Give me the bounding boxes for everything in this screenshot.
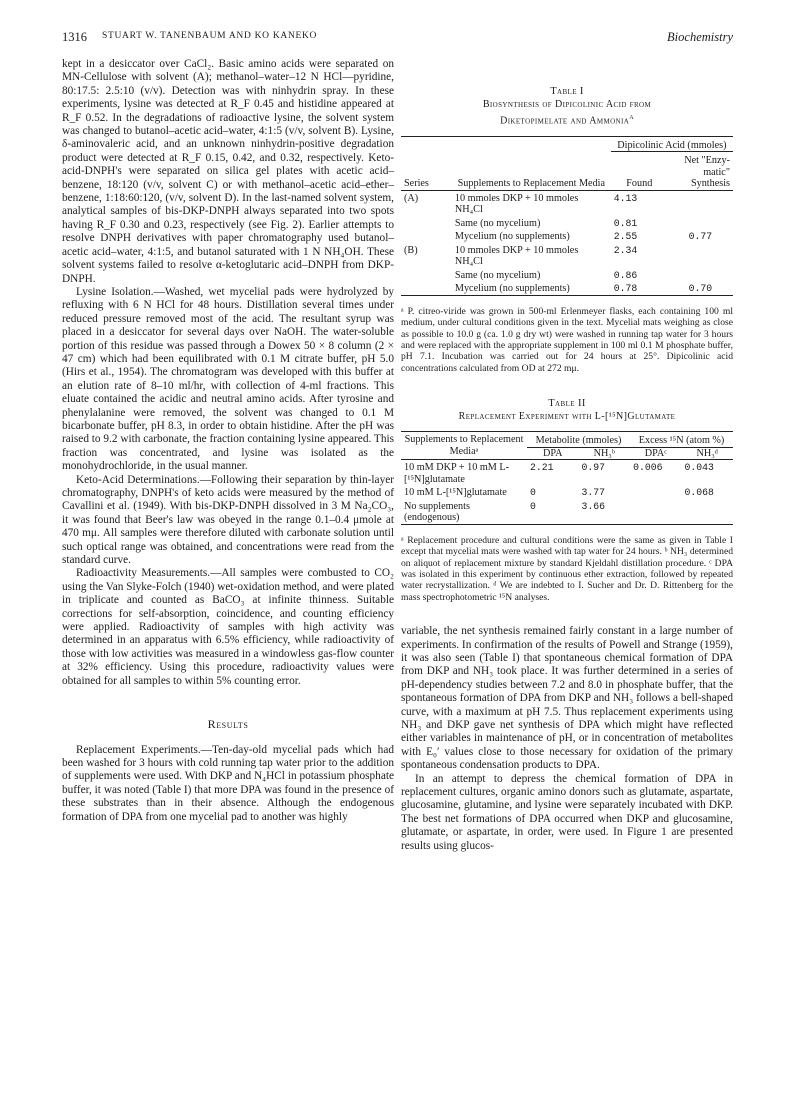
body-paragraph: variable, the net synthesis remained fairly constant in a large number of experiments. In confirmation of the results of Powell and Strange (1959), it was also seen (Table I) that spontaneous chemical formation of DPA from DKP and NH₃ took place. It was further determined in a series of pH-dependency studies between 7.2 and 8.0 in phosphate buffer, that the spontaneous formation of DPA from DKP and NH₃ follows a bell-shaped curve, with a maximum at pH 7.5. Thus replacement experiments using NH₃ and DKP gave net synthesis of DPA which might have reflected either variables in maintenance of pH, or in concentration of metabolites with E₀′ values close to those necessary for oxidation of the primary spontaneous condensation products to DPA.: [401, 625, 733, 772]
section-heading-results: Results: [207, 717, 249, 732]
table1-cell-supplements: 10 mmoles DKP + 10 mmoles NH₄Cl: [454, 244, 579, 268]
journal-name: Biochemistry: [667, 30, 733, 44]
table1-cell-net: [668, 216, 733, 230]
table2-cell-supplements: No supplements (endogenous): [404, 500, 470, 524]
table2-cell-nh3-excess: [682, 499, 733, 525]
table1-cell-supplements: Same (no mycelium): [454, 217, 541, 229]
body-paragraph: Replacement Experiments.—Ten-day-old mycelial pads which had been washed for 3 hours with cold running tap water prior to the addition of supplements were used. With DKP and N₄HCl in potassium phosphate buffer, it was noted (Table I) that more DPA was found in the presence of these substrates than in their absence. Although the endogenous formation of DPA from one mycelial pad to another was highly: [62, 743, 394, 823]
table1-label: Table I: [550, 86, 584, 97]
table1-row: [401, 281, 733, 295]
table1-title-line2: Diketopimelate and Ammonia: [500, 115, 630, 127]
table2-cell-dpa-excess: 0.006: [633, 462, 663, 474]
table2-sub-nh3: NH₃ᵇ: [593, 447, 616, 459]
right-column: [401, 58, 733, 853]
table1-row: [401, 268, 733, 282]
body-paragraph: Keto-Acid Determinations.—Following their separation by thin-layer chromatography, DNPH's of keto acids were measured by the method of Cavallini et al. (1949). With bis-DKP-DNPH dissolved in 3 M Na₂CO₃, it was found that Beer's law was obeyed in the range 0.1–0.4 μmole at 470 mμ. All samples were therefore diluted with carbonate solution until such optical range was obtained, and concentrations were read from the standard curve.: [62, 473, 394, 567]
table2-cell-nh3-excess: 0.043: [684, 462, 714, 474]
table2-col-supplements: Supplements to Replacement Mediaᵃ: [401, 432, 527, 460]
table2-row: [401, 460, 733, 486]
body-paragraph: Lysine Isolation.—Washed, wet mycelial pads were hydrolyzed by refluxing with 6 N HCl for 48 hours. Distillation several times under reduced pressure removed most of the acid. The resultant syrup was placed in a desiccator for several days over NaOH. The water-soluble portion of this residue was passed through a Dowex 50 × 8 column (2 × 47 cm) which had been equilibrated with 0.1 M citrate buffer, pH 5.0 (Hirs et al., 1954). The chromatogram was developed with this buffer at an elution rate of 8–10 ml/hr, with collection of 4-ml fractions. This eluate contained the acidic and neutral amino acids. After tyrosine and phenylalanine were removed, the solvent was changed to 0.1 M bicarbonate buffer, pH 8.3, in order to obtain histidine. After the pH was raised to 9.2 with carbonate, the fraction containing lysine appeared. This fraction was concentrated, and lysine was isolated as the monohydrochloride, in the usual manner.: [62, 285, 395, 473]
table1-cell-supplements: 10 mmoles DKP + 10 mmoles NH₄Cl: [454, 192, 579, 216]
table1-cell-supplements: Mycelium (no supplements): [454, 231, 570, 243]
table2-cell-dpa-excess: [630, 485, 681, 499]
table2-sub-dpa: DPA: [543, 447, 563, 459]
table1-title-line1: Biosynthesis of Dipicolinic Acid from: [482, 98, 652, 110]
table2-title: Replacement Experiment with L-[¹⁵N]Glutamate: [458, 410, 676, 422]
table2-label: Table II: [548, 398, 586, 410]
table1-cell-net: [668, 268, 733, 282]
table2-cell-supplements: 10 mM L-[¹⁵N]glutamate: [404, 487, 507, 499]
table2-cell-dpa: 0: [530, 487, 536, 499]
table2-row: [401, 499, 733, 525]
running-header: [62, 30, 733, 48]
table1-cell-supplements: Same (no mycelium): [454, 269, 541, 281]
table2-sub-nh3-excess: NH₃ᵈ: [696, 447, 718, 459]
table2-cell-dpa: 0: [530, 500, 536, 512]
table1-title-footnote-mark: a: [629, 112, 634, 121]
table1-row: [401, 229, 733, 243]
table2: [401, 431, 733, 525]
table1-cell-found: 2.34: [613, 244, 638, 256]
table2-group-metabolite: Metabolite (mmoles): [527, 432, 630, 448]
table2-cell-nh3: 0.97: [581, 462, 606, 474]
table2-cell-nh3-excess: 0.068: [684, 487, 714, 499]
table1-cell-supplements: Mycelium (no supplements): [454, 283, 570, 295]
table2-cell-nh3: 3.77: [581, 487, 606, 499]
table1-cell-found: 0.86: [613, 269, 638, 281]
page-number: 1316: [62, 30, 87, 44]
table2-group-excess: Excess ¹⁵N (atom %): [630, 432, 733, 448]
table2-cell-nh3: 3.66: [581, 500, 606, 512]
table2-sub-dpa-excess: DPAᶜ: [644, 447, 667, 459]
table1-group-header: Dipicolinic Acid (mmoles): [611, 136, 733, 152]
table1-cell-series: [401, 216, 452, 230]
table1-cell-series: [401, 268, 452, 282]
table1-cell-net: [668, 190, 733, 216]
table1-cell-net: 0.70: [688, 283, 713, 295]
table1-title: [401, 99, 733, 128]
table1-footnote: ᵃ P. citreo-viride was grown in 500-ml Erlenmeyer flasks, each containing 100 ml medium, under cultural conditions given in the text. Mycelial mats weighing as close as possible to 10.0 g (ca. 1.0 g dry wt) were washed in running tap water for 3 hours and were replaced with the appropriate supplement in 100 ml 0.1 M phosphate buffer, pH 7.1. Incubation was carried out for 24 hours at 25°. Dipicolinic acid concentrations calculated from OD at 272 mμ.: [401, 305, 733, 374]
table2-footnote: ᵃ Replacement procedure and cultural conditions were the same as given in Table I except that mycelial mats were washed with tap water for 24 hours. ᵇ NH₃ determined on aliquot of replacement mixture by standard Kjeldahl distillation procedure. ᶜ DPA was isolated in this experiment by continuous ether extraction, followed by repeated water recrystallization. ᵈ We are indebted to I. Sucher and Dr. D. Rittenberg for the mass spectrophotometric ¹⁵N analyses.: [401, 534, 733, 603]
table1: [401, 136, 733, 296]
body-paragraph: kept in a desiccator over CaCl₂. Basic amino acids were separated on MN-Cellulose with solvent (A); methanol–water–12 N HCl—pyridine, 80:17.5: 2.5:10 (v/v). Detection was with ninhydrin spray. In these experiments, lysine was detected at R_F 0.45 and histidine appeared at R_F 0.52. In the degradations of radioactive lysine, the solvent system was changed to butanol–acetic acid–water, 4:1:5 (v/v, solvent B). Lysine, δ-aminovaleric acid, and an unknown ninhydrin-positive degradation product were detected at R_F 0.15, 0.42, and 0.32, respectively. Keto-acid-DNPH's were separated on silica gel plates with acetic acid–benzene, 18:120 (v/v, solvent C) or with methanol–acetic acid–ether–benzene, 1:18:60:120, (v/v, solvent D). In the last-named solvent system, analytical samples of bis-DKP-DNPH always separated into two spots having R_F 0.30 and 0.23, respectively (see Fig. 2). Earlier attempts to resolve DNPH derivatives with paper chromatography used butanol–acetic acid–water, 4:1:5, and butanol saturated with 1 N NH₄OH. These solvent systems failed to resolve α-ketoglutaric acid–DNPH from DKP-DNPH.: [62, 58, 394, 285]
body-paragraph: In an attempt to depress the chemical formation of DPA in replacement cultures, organic amino donors such as glutamate, aspartate, glucosamine, glutamine, and lysine were separately incubated with DKP. The best net formations of DPA occurred when DKP and glucosamine, glutamate, or aspartate, in order, were used. In Figure 1 are presented results using glucos-: [401, 772, 733, 852]
running-authors: STUART W. TANENBAUM AND KO KANEKO: [102, 31, 318, 41]
table1-row: [401, 190, 733, 216]
body-paragraph: Radioactivity Measurements.—All samples were combusted to CO₂ using the Van Slyke-Folch (1940) wet-oxidation method, and were plated in triplicate and counted as BaCO₃ at infinite thinness. Suitable corrections for self-absorption, coincidence, and counting efficiency were applied. Radioactivity of samples with high activity was determined in an apparatus with 6.5% efficiency, while radioactivity of those with low activities was measured in a windowless gas-flow counter at 32% efficiency. Using this procedure, radioactivity values were obtained for all samples to within 5% counting error.: [62, 567, 394, 687]
table1-cell-found: 0.81: [613, 217, 638, 229]
table1-col-supplements: Supplements to Replacement Media: [457, 178, 606, 190]
table1-cell-series: [401, 281, 452, 295]
table2-cell-dpa-excess: [630, 499, 681, 525]
table1-col-net: Net "Enzy- matic" Synthesis: [684, 155, 730, 190]
table1-cell-series: (B): [404, 244, 418, 256]
table1-cell-series: (A): [404, 192, 419, 204]
table1-col-found: Found: [626, 178, 653, 190]
left-column: [62, 58, 394, 824]
table2-cell-dpa: 2.21: [530, 462, 554, 474]
table1-cell-net: 0.77: [688, 231, 713, 243]
table1-row: [401, 216, 733, 230]
table1-cell-found: 2.55: [613, 231, 638, 243]
table1-cell-found: 4.13: [613, 192, 638, 204]
table1-cell-series: [401, 229, 452, 243]
table1-cell-net: [668, 243, 733, 268]
table2-row: [401, 485, 733, 499]
table1-col-series: Series: [404, 178, 429, 190]
table1-cell-found: 0.78: [613, 283, 638, 295]
table2-cell-supplements: 10 mM DKP + 10 mM L-[¹⁵N]glutamate: [404, 462, 509, 485]
table1-row: [401, 243, 733, 268]
